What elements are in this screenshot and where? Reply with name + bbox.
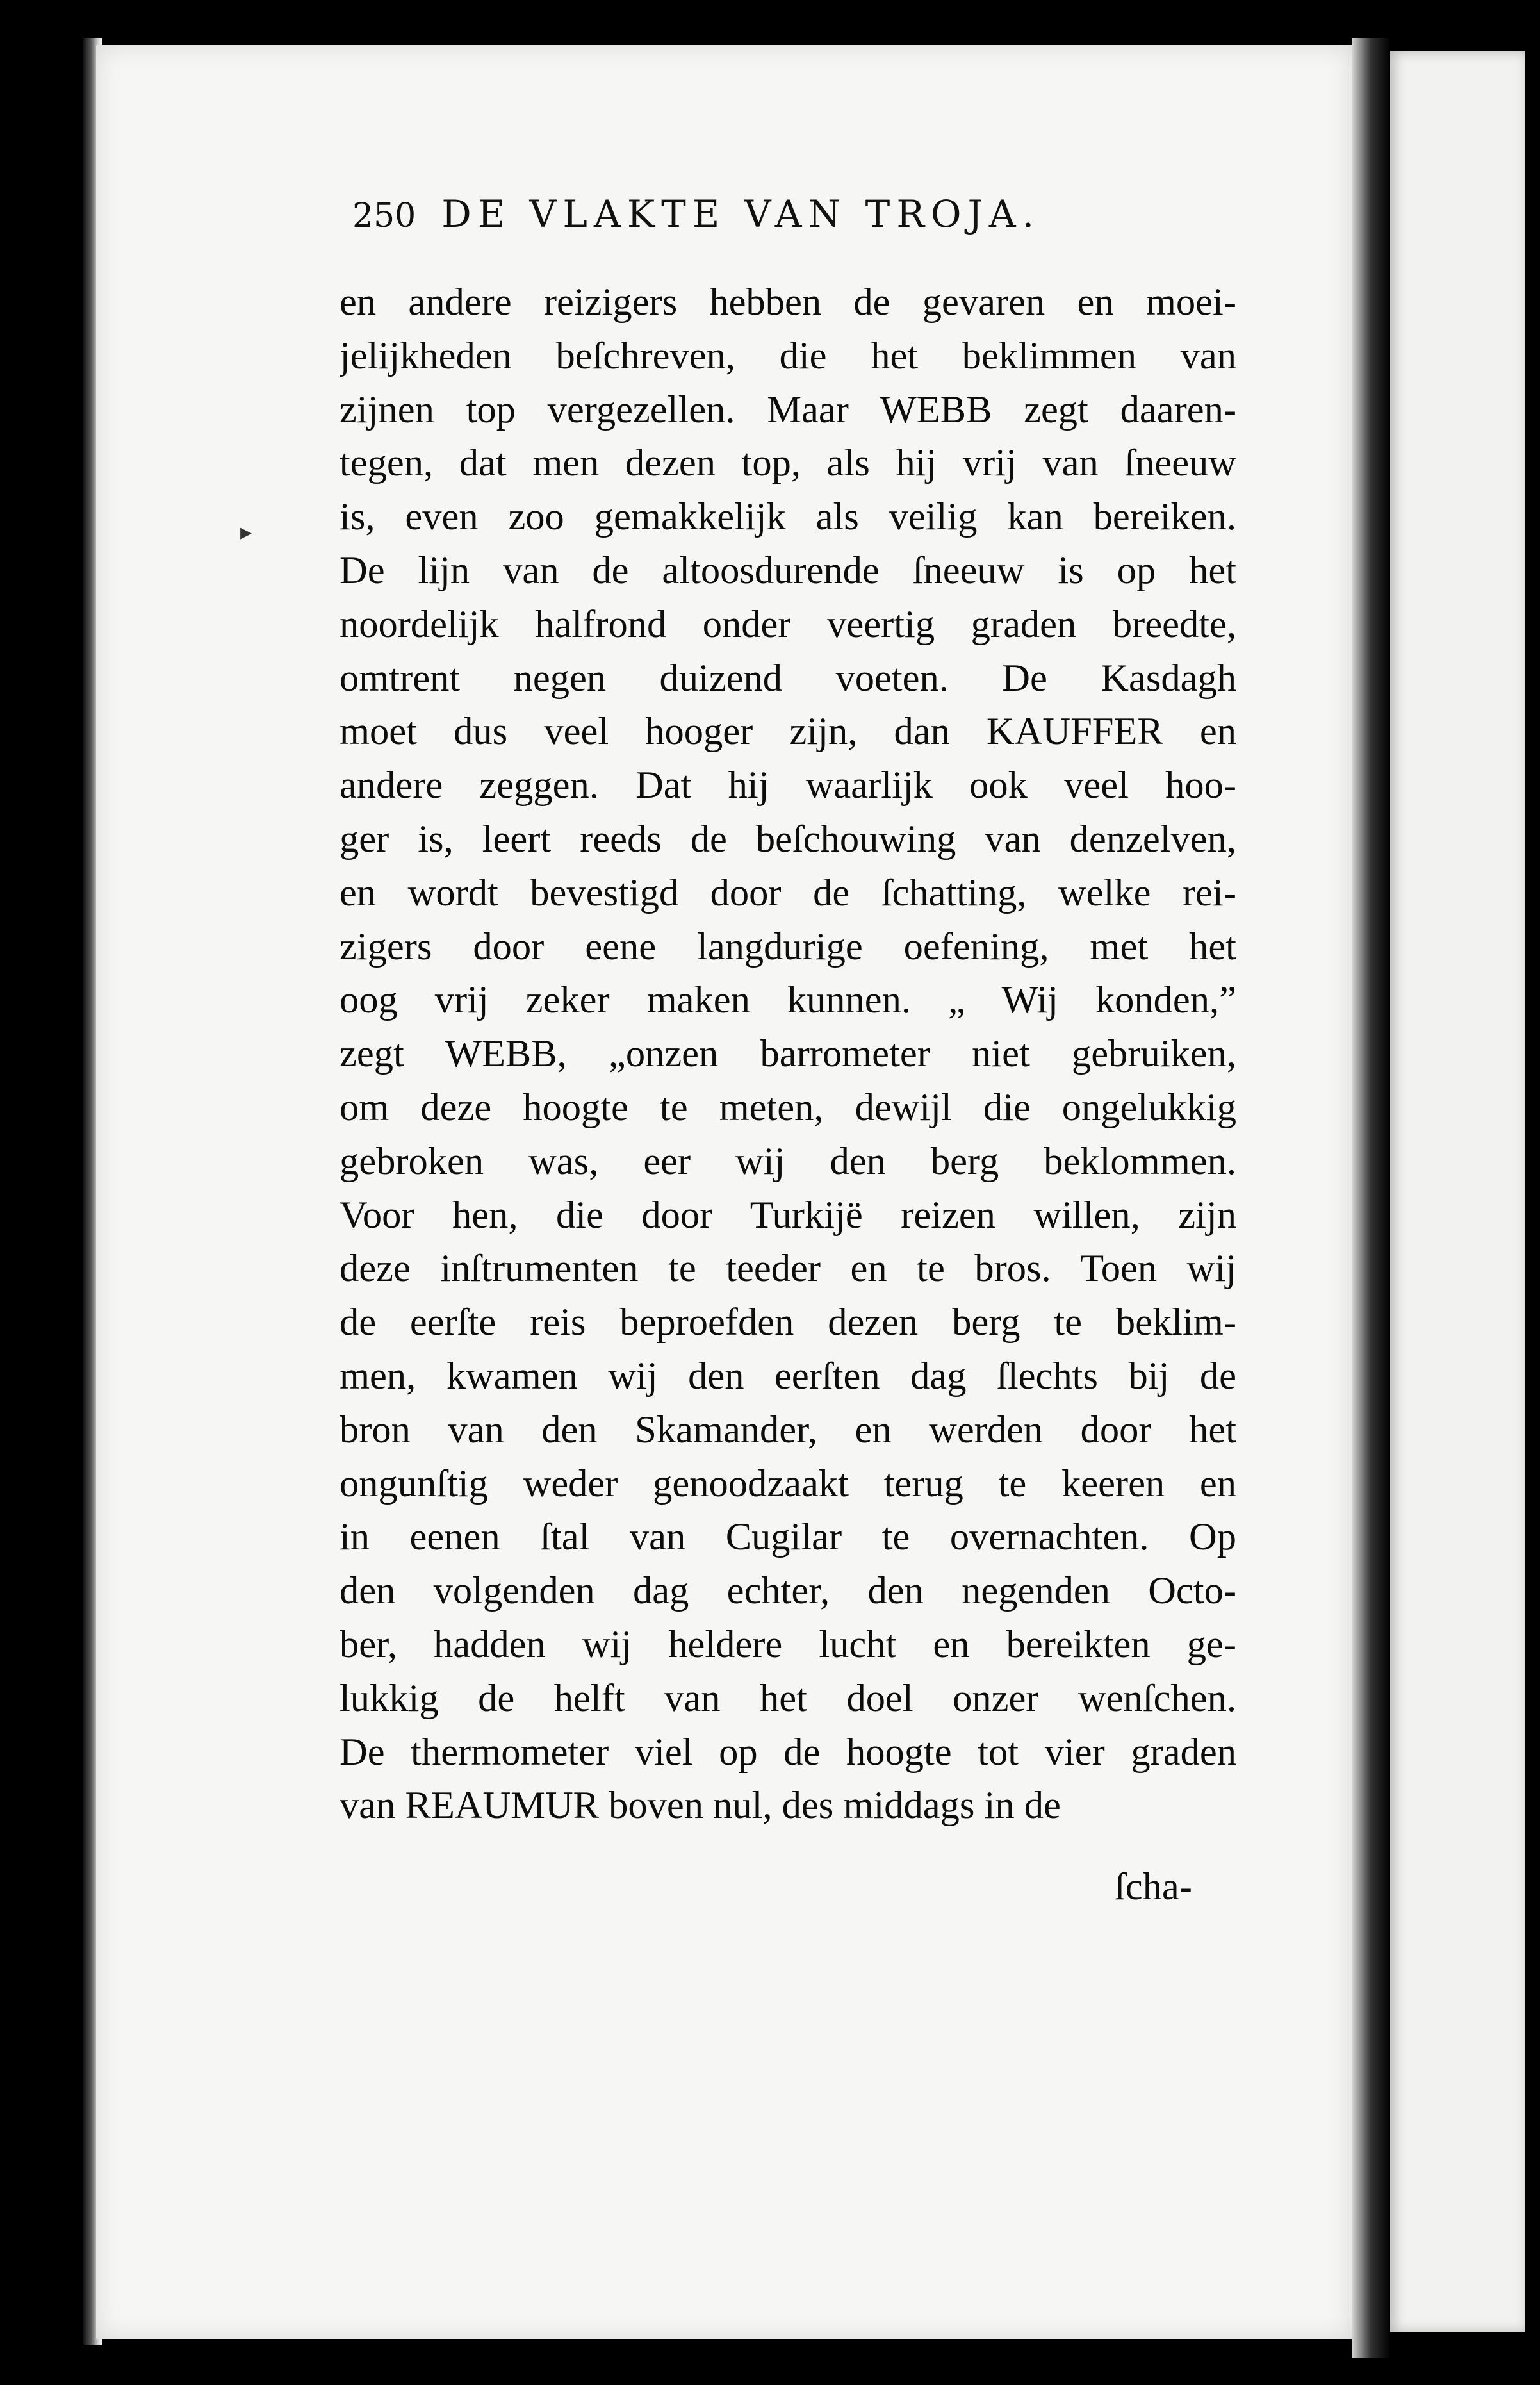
text-line: deze inſtrumenten te teeder en te bros. Toen wij: [340, 1247, 1236, 1291]
text-line: zegt WEBB, „onzen barrometer niet gebruiken,: [340, 1032, 1236, 1076]
text-line: jelijkheden beſchreven, die het beklimmen van: [340, 334, 1236, 377]
text-line: tegen, dat men dezen top, als hij vrij van ſneeuw: [340, 442, 1236, 485]
text-line: zigers door eene langdurige oefening, met het: [340, 925, 1236, 968]
text-line: in eenen ſtal van Cugilar te overnachten. Op: [340, 1515, 1236, 1559]
text-line: De lijn van de altoosdurende ſneeuw is op het: [340, 549, 1236, 592]
text-line: om deze hoogte te meten, dewijl die ongelukkig: [340, 1085, 1236, 1129]
text-line: lukkig de helft van het doel onzer wenſchen.: [340, 1676, 1236, 1720]
text-line: en wordt bevestigd door de ſchatting, welke rei-: [340, 871, 1236, 914]
text-line: is, even zoo gemakkelijk als veilig kan bereiken.: [340, 495, 1236, 539]
text-line: noordelijk halfrond onder veertig graden breedte,: [340, 602, 1236, 646]
text-line: oog vrij zeker maken kunnen. „ Wij konden,”: [340, 978, 1236, 1022]
text-line: gebroken was, eer wij den berg beklommen.: [340, 1139, 1236, 1183]
text-line: van REAUMUR boven nul, des middags in de: [340, 1784, 1061, 1828]
text-line: en andere reizigers hebben de gevaren en moei-: [340, 281, 1236, 324]
text-line: De thermometer viel op de hoogte tot vier graden: [340, 1730, 1236, 1774]
text-line: de eerſte reis beproefden dezen berg te beklim-: [340, 1301, 1236, 1344]
text-line: bron van den Skamander, en werden door het: [340, 1408, 1236, 1451]
text-line: Voor hen, die door Turkijë reizen willen, zijn: [340, 1193, 1236, 1237]
text-line: ber, hadden wij heldere lucht en bereikten ge-: [340, 1622, 1236, 1666]
running-header: [352, 192, 1249, 236]
page-body-text: [340, 276, 1236, 1833]
page-number: 250: [352, 197, 416, 235]
catchword: ſcha-: [1115, 1865, 1192, 1908]
adjacent-page-edge: [1390, 51, 1525, 2332]
text-line: ongunſtig weder genoodzaakt terug te keeren en: [340, 1462, 1236, 1505]
text-line: men, kwamen wij den eerſten dag ſlechts bij de: [340, 1354, 1236, 1398]
text-line: zijnen top vergezellen. Maar WEBB zegt daaren-: [340, 388, 1236, 431]
text-line: den volgenden dag echter, den negenden Octo-: [340, 1569, 1236, 1613]
book-gutter: [1352, 38, 1390, 2358]
text-line: moet dus veel hooger zijn, dan KAUFFER en: [340, 710, 1236, 754]
margin-mark: ▸: [240, 519, 252, 545]
text-line: omtrent negen duizend voeten. De Kasdagh: [340, 656, 1236, 700]
running-title: DE VLAKTE VAN TROJA.: [441, 192, 1041, 236]
text-line: andere zeggen. Dat hij waarlijk ook veel hoo-: [340, 764, 1236, 807]
text-line: ger is, leert reeds de beſchouwing van denzelven,: [340, 817, 1236, 861]
